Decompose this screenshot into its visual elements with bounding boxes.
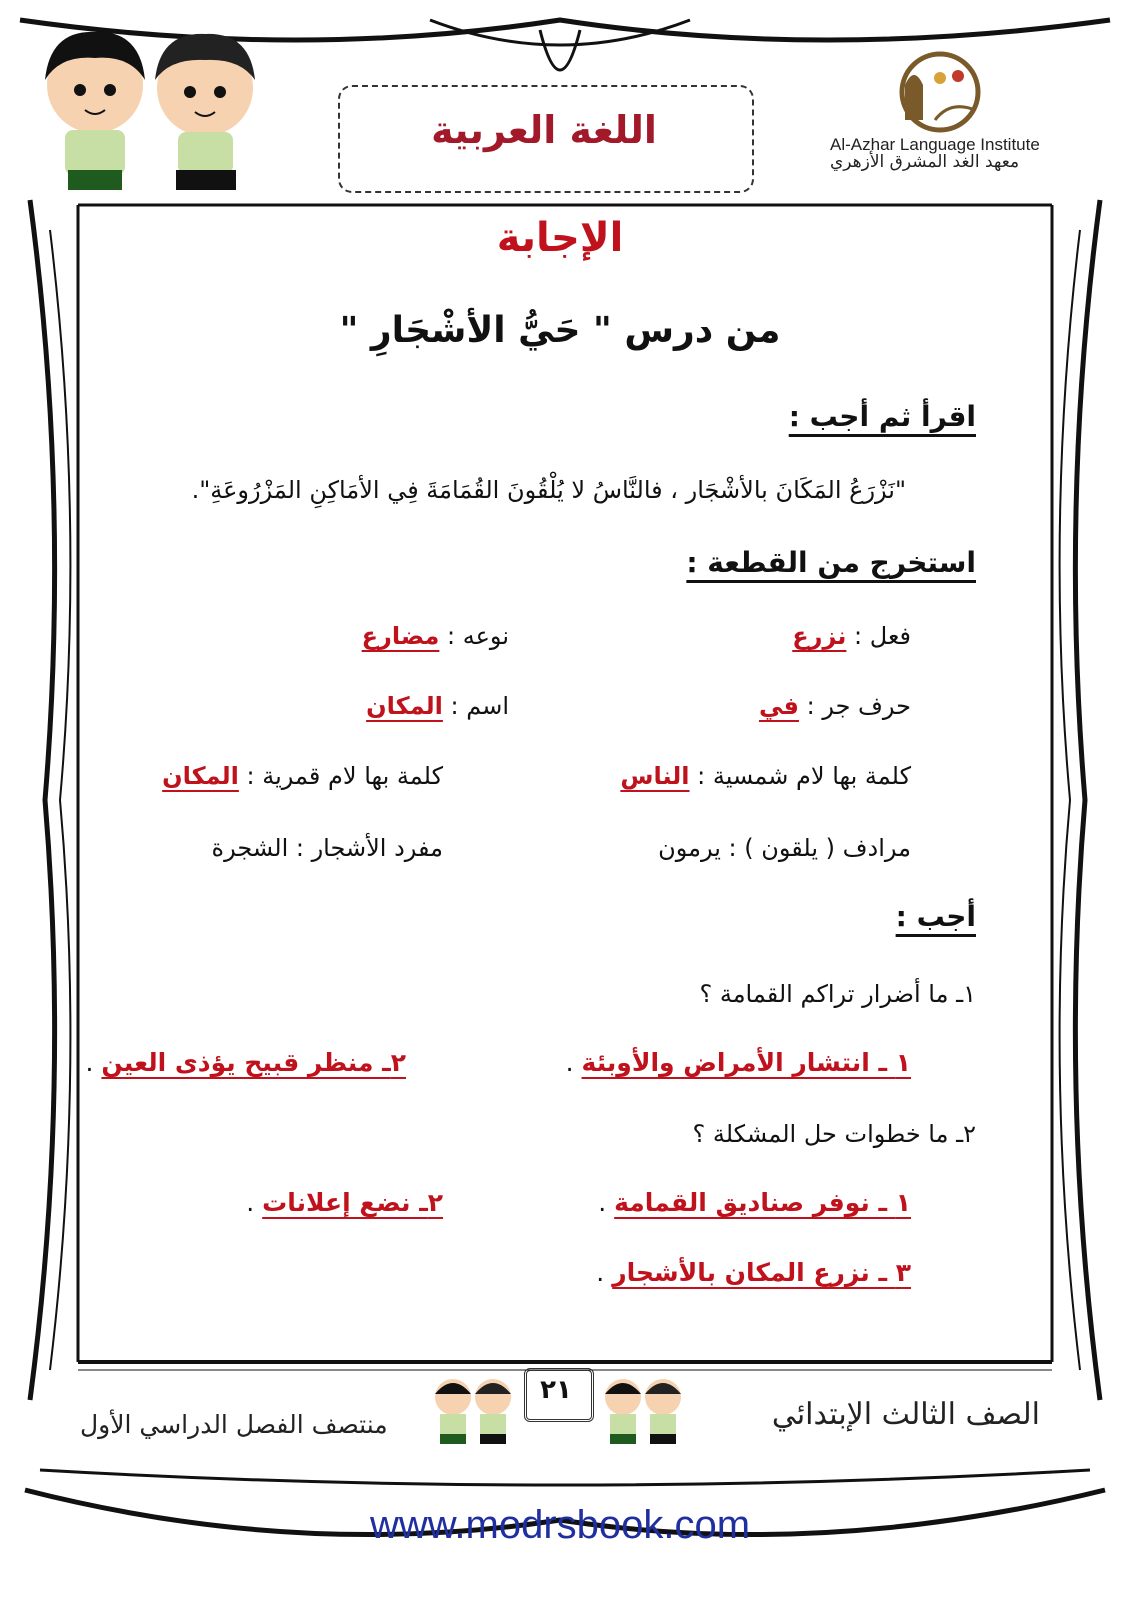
extract-item bbox=[366, 692, 509, 720]
extract-label: مفرد الأشجار : الشجرة bbox=[211, 834, 443, 862]
lesson-title: من درس " حَيُّ الأشْجَارِ " bbox=[339, 310, 781, 351]
institute-name-en: Al-Azhar Language Institute bbox=[830, 135, 1040, 154]
extract-item bbox=[658, 834, 911, 862]
page-number: ٢١ bbox=[540, 1375, 572, 1405]
extract-item bbox=[212, 834, 443, 862]
page-title: الإجابة bbox=[496, 215, 624, 261]
extract-item bbox=[792, 622, 911, 650]
passage: "نَزْرَعُ المَكَانَ بالأشْجَار ، فالنَّاسُ لا يُلْقُونَ القُمَامَةَ فِي الأمَاكِنِ المَزْرُوعَةِ". bbox=[191, 476, 906, 504]
extract-answer: الناس bbox=[620, 762, 690, 790]
kids-footer-right bbox=[598, 1372, 688, 1452]
term-label: منتصف الفصل الدراسي الأول bbox=[80, 1410, 388, 1439]
subject-title: اللغة العربية bbox=[431, 108, 657, 152]
answer-item: ١ ـ نوفر صناديق القمامة . bbox=[598, 1188, 911, 1217]
answer-item: ٢ـ نضع إعلانات . bbox=[246, 1188, 443, 1217]
extract-item bbox=[759, 692, 911, 720]
answer-item: ٣ ـ نزرع المكان بالأشجار . bbox=[596, 1258, 911, 1287]
extract-answer: نزرع bbox=[792, 622, 847, 650]
extract-label: حرف جر : bbox=[806, 692, 911, 720]
answer-item: ٢ـ منظر قبيح يؤذى العين . bbox=[85, 1048, 406, 1077]
extract-item bbox=[620, 762, 911, 790]
question: ٢ـ ما خطوات حل المشكلة ؟ bbox=[692, 1120, 976, 1148]
extract-label: اسم : bbox=[450, 692, 509, 720]
answer-item: ١ ـ انتشار الأمراض والأوبئة . bbox=[565, 1048, 911, 1077]
institute-logo bbox=[880, 50, 990, 135]
answer-heading: أجب : bbox=[895, 900, 976, 933]
kids-illustration bbox=[10, 20, 300, 205]
extract-item bbox=[362, 622, 509, 650]
extract-answer: مضارع bbox=[361, 622, 440, 650]
extract-label: مرادف ( يلقون ) : يرمون bbox=[658, 834, 911, 862]
extract-label: نوعه : bbox=[447, 622, 509, 650]
read-heading: اقرأ ثم أجب : bbox=[788, 400, 976, 433]
extract-heading: استخرج من القطعة : bbox=[686, 546, 976, 579]
extract-label: كلمة بها لام قمرية : bbox=[246, 762, 443, 790]
extract-item bbox=[162, 762, 443, 790]
extract-answer: المكان bbox=[366, 692, 443, 720]
extract-label: كلمة بها لام شمسية : bbox=[697, 762, 911, 790]
question: ١ـ ما أضرار تراكم القمامة ؟ bbox=[699, 980, 976, 1008]
extract-label: فعل : bbox=[854, 622, 911, 650]
website-url[interactable]: www.modrsbook.com bbox=[369, 1503, 751, 1547]
extract-answer: في bbox=[758, 692, 799, 720]
extract-answer: المكان bbox=[162, 762, 239, 790]
kids-footer-left bbox=[428, 1372, 518, 1452]
institute-name-ar: معهد الغد المشرق الأزهري bbox=[830, 152, 1020, 172]
grade-label: الصف الثالث الإبتدائي bbox=[771, 1397, 1040, 1432]
